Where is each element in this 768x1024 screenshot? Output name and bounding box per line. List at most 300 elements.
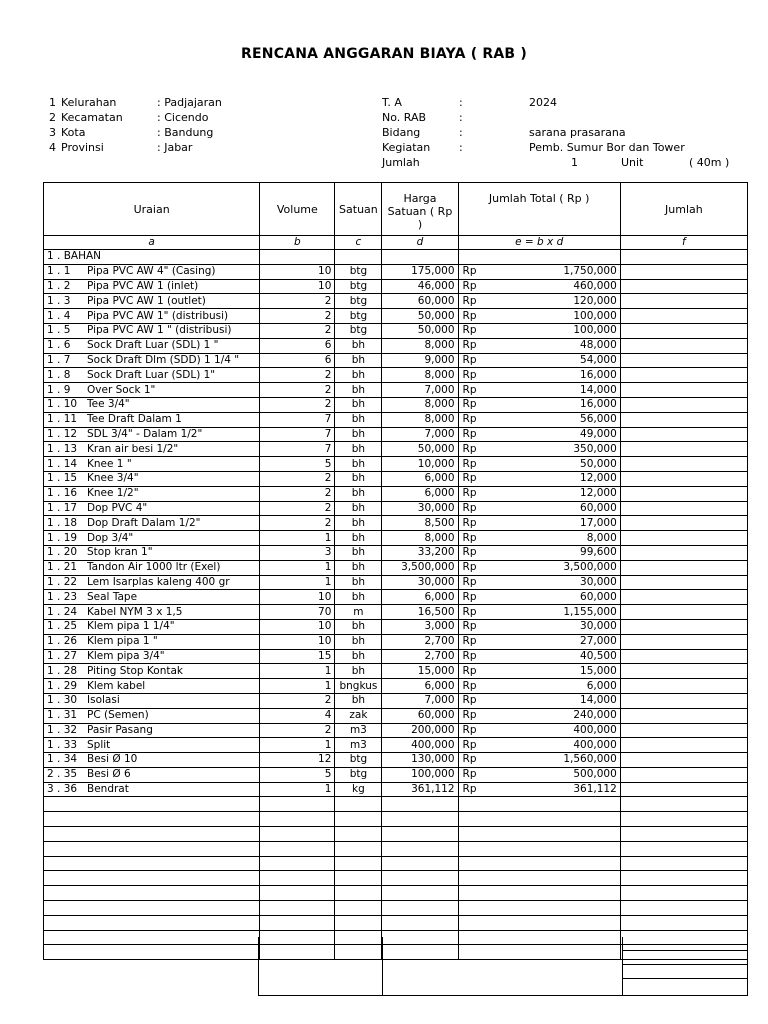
item-no: 1 . 14 — [47, 457, 78, 470]
item-currency: Rp — [458, 723, 493, 738]
item-volume: 1 — [260, 738, 335, 753]
item-total: 350,000 — [493, 442, 620, 457]
item-volume: 2 — [260, 516, 335, 531]
item-jumlah — [620, 634, 747, 649]
item-jumlah — [620, 279, 747, 294]
jumlah-note: ( 40m ) — [689, 156, 730, 169]
item-no: 1 . 28 — [47, 664, 78, 677]
item-no: 1 . 19 — [47, 531, 78, 544]
label-b: b — [260, 236, 335, 250]
item-satuan: zak — [335, 708, 382, 723]
item-no: 1 . 29 — [47, 679, 78, 692]
item-name: Pipa PVC AW 1 " (distribusi) — [87, 324, 232, 337]
item-uraian — [44, 738, 260, 753]
item-jumlah — [620, 383, 747, 398]
item-no: 1 . 26 — [47, 635, 78, 648]
item-name: Pipa PVC AW 1" (distribusi) — [87, 309, 229, 322]
item-harga: 3,500,000 — [382, 560, 458, 575]
project-info — [382, 95, 742, 170]
table-row — [44, 353, 748, 368]
item-total: 400,000 — [493, 723, 620, 738]
item-harga: 50,000 — [382, 323, 458, 338]
item-total: 60,000 — [493, 501, 620, 516]
item-harga: 46,000 — [382, 279, 458, 294]
item-uraian — [44, 338, 260, 353]
item-harga: 8,000 — [382, 412, 458, 427]
item-uraian — [44, 353, 260, 368]
item-uraian — [44, 309, 260, 324]
header-harga-satuan: Harga Satuan ( Rp ) — [382, 183, 458, 236]
item-satuan: bh — [335, 501, 382, 516]
item-harga: 7,000 — [382, 693, 458, 708]
item-name: Sock Draft Luar (SDL) 1 " — [87, 339, 219, 352]
item-harga: 400,000 — [382, 738, 458, 753]
item-name: Lem Isarplas kaleng 400 gr — [87, 575, 230, 588]
item-name: Knee 3/4" — [87, 472, 139, 485]
item-total: 49,000 — [493, 427, 620, 442]
item-satuan: bh — [335, 368, 382, 383]
item-volume: 10 — [260, 590, 335, 605]
location-value: : Padjajaran — [157, 96, 222, 109]
location-row — [49, 95, 279, 110]
empty-row — [44, 901, 748, 916]
item-uraian — [44, 708, 260, 723]
item-name: Knee 1/2" — [87, 487, 139, 500]
table-row — [44, 767, 748, 782]
item-satuan: bh — [335, 412, 382, 427]
header-jumlah-total: Jumlah Total ( Rp ) — [458, 183, 620, 236]
table-row — [44, 397, 748, 412]
item-volume: 2 — [260, 294, 335, 309]
item-volume: 12 — [260, 753, 335, 768]
item-uraian — [44, 605, 260, 620]
item-currency: Rp — [458, 664, 493, 679]
item-name: Dop PVC 4" — [87, 501, 148, 514]
table-row — [44, 738, 748, 753]
item-name: Seal Tape — [87, 590, 138, 603]
item-satuan: kg — [335, 782, 382, 797]
item-currency: Rp — [458, 619, 493, 634]
item-uraian — [44, 442, 260, 457]
section-row — [44, 250, 748, 265]
item-name: Pipa PVC AW 4" (Casing) — [87, 265, 216, 278]
summary-box-left — [258, 937, 382, 996]
item-no: 1 . 2 — [47, 279, 71, 292]
item-total: 1,750,000 — [493, 264, 620, 279]
item-volume: 10 — [260, 619, 335, 634]
item-no: 1 . 17 — [47, 501, 78, 514]
item-total: 50,000 — [493, 457, 620, 472]
empty-row — [44, 856, 748, 871]
item-satuan: m3 — [335, 738, 382, 753]
item-name: Tee 3/4" — [87, 398, 130, 411]
item-harga: 6,000 — [382, 590, 458, 605]
location-label: Kota — [61, 126, 86, 139]
item-volume: 2 — [260, 471, 335, 486]
item-name: Dop 3/4" — [87, 531, 134, 544]
item-total: 12,000 — [493, 486, 620, 501]
item-volume: 5 — [260, 457, 335, 472]
item-harga: 6,000 — [382, 679, 458, 694]
item-no: 1 . 3 — [47, 294, 71, 307]
item-volume: 15 — [260, 649, 335, 664]
item-uraian — [44, 368, 260, 383]
item-no: 1 . 10 — [47, 398, 78, 411]
item-currency: Rp — [458, 753, 493, 768]
item-jumlah — [620, 531, 747, 546]
item-satuan: btg — [335, 264, 382, 279]
location-label: Kecamatan — [61, 111, 123, 124]
item-no: 1 . 27 — [47, 649, 78, 662]
item-currency: Rp — [458, 457, 493, 472]
item-uraian — [44, 782, 260, 797]
item-satuan: bh — [335, 486, 382, 501]
item-satuan: btg — [335, 323, 382, 338]
item-jumlah — [620, 294, 747, 309]
item-jumlah — [620, 501, 747, 516]
item-harga: 9,000 — [382, 353, 458, 368]
table-row — [44, 338, 748, 353]
item-uraian — [44, 619, 260, 634]
item-no: 1 . 1 — [47, 265, 71, 278]
table-row — [44, 516, 748, 531]
item-currency: Rp — [458, 471, 493, 486]
item-harga: 6,000 — [382, 486, 458, 501]
item-satuan: btg — [335, 309, 382, 324]
item-harga: 3,000 — [382, 619, 458, 634]
item-volume: 10 — [260, 264, 335, 279]
item-satuan: bh — [335, 649, 382, 664]
item-no: 1 . 7 — [47, 353, 71, 366]
item-total: 120,000 — [493, 294, 620, 309]
item-uraian — [44, 649, 260, 664]
label-f: f — [620, 236, 747, 250]
item-jumlah — [620, 753, 747, 768]
location-value: : Bandung — [157, 126, 214, 139]
header-volume: Volume — [260, 183, 335, 236]
item-volume: 10 — [260, 279, 335, 294]
item-harga: 30,000 — [382, 501, 458, 516]
item-volume: 7 — [260, 427, 335, 442]
item-harga: 60,000 — [382, 294, 458, 309]
item-total: 99,600 — [493, 545, 620, 560]
item-harga: 130,000 — [382, 753, 458, 768]
item-total: 30,000 — [493, 575, 620, 590]
item-jumlah — [620, 323, 747, 338]
item-satuan: btg — [335, 294, 382, 309]
item-currency: Rp — [458, 649, 493, 664]
item-volume: 2 — [260, 368, 335, 383]
item-harga: 8,000 — [382, 338, 458, 353]
table-row — [44, 471, 748, 486]
item-harga: 175,000 — [382, 264, 458, 279]
summary-box-right — [622, 937, 748, 996]
item-satuan: bh — [335, 664, 382, 679]
item-currency: Rp — [458, 708, 493, 723]
empty-row — [44, 827, 748, 842]
item-volume: 1 — [260, 664, 335, 679]
item-no: 1 . 30 — [47, 694, 78, 707]
item-total: 16,000 — [493, 397, 620, 412]
location-value: : Jabar — [157, 141, 193, 154]
section-label: 1 . BAHAN — [44, 250, 260, 265]
project-value: sarana prasarana — [529, 126, 626, 139]
item-name: Klem pipa 1 " — [87, 635, 158, 648]
item-currency: Rp — [458, 738, 493, 753]
item-no: 1 . 18 — [47, 516, 78, 529]
table-row — [44, 383, 748, 398]
project-row — [382, 125, 742, 140]
item-uraian — [44, 501, 260, 516]
item-total: 8,000 — [493, 531, 620, 546]
item-satuan: btg — [335, 767, 382, 782]
item-name: Knee 1 " — [87, 457, 132, 470]
item-satuan: bh — [335, 693, 382, 708]
header-jumlah: Jumlah — [620, 183, 747, 236]
item-harga: 7,000 — [382, 427, 458, 442]
item-name: PC (Semen) — [87, 709, 149, 722]
item-currency: Rp — [458, 338, 493, 353]
item-uraian — [44, 486, 260, 501]
header-row — [44, 183, 748, 236]
item-name: Sock Draft Luar (SDL) 1" — [87, 368, 216, 381]
item-no: 1 . 11 — [47, 413, 78, 426]
item-currency: Rp — [458, 323, 493, 338]
item-jumlah — [620, 516, 747, 531]
item-jumlah — [620, 442, 747, 457]
item-volume: 6 — [260, 353, 335, 368]
item-total: 400,000 — [493, 738, 620, 753]
item-uraian — [44, 397, 260, 412]
location-no: 2 — [49, 111, 56, 124]
project-row — [382, 110, 742, 125]
item-uraian — [44, 545, 260, 560]
jumlah-unit: Unit — [621, 156, 644, 169]
item-satuan: m3 — [335, 723, 382, 738]
project-colon: : — [459, 96, 463, 109]
item-currency: Rp — [458, 782, 493, 797]
table-row — [44, 649, 748, 664]
location-no: 1 — [49, 96, 56, 109]
item-currency: Rp — [458, 412, 493, 427]
item-currency: Rp — [458, 767, 493, 782]
empty-row — [44, 797, 748, 812]
item-name: Klem pipa 1 1/4" — [87, 620, 175, 633]
item-volume: 2 — [260, 383, 335, 398]
item-currency: Rp — [458, 679, 493, 694]
item-no: 1 . 20 — [47, 546, 78, 559]
table-row — [44, 634, 748, 649]
item-total: 54,000 — [493, 353, 620, 368]
item-total: 460,000 — [493, 279, 620, 294]
item-harga: 100,000 — [382, 767, 458, 782]
table-row — [44, 782, 748, 797]
item-harga: 2,700 — [382, 649, 458, 664]
empty-row — [44, 841, 748, 856]
item-harga: 8,500 — [382, 516, 458, 531]
item-uraian — [44, 412, 260, 427]
table-row — [44, 619, 748, 634]
table-row — [44, 457, 748, 472]
item-no: 1 . 31 — [47, 709, 78, 722]
item-jumlah — [620, 471, 747, 486]
item-currency: Rp — [458, 560, 493, 575]
table-row — [44, 575, 748, 590]
item-harga: 8,000 — [382, 368, 458, 383]
item-no: 1 . 24 — [47, 605, 78, 618]
item-total: 30,000 — [493, 619, 620, 634]
table-row — [44, 264, 748, 279]
item-jumlah — [620, 545, 747, 560]
item-jumlah — [620, 368, 747, 383]
item-satuan: bh — [335, 590, 382, 605]
item-volume: 1 — [260, 679, 335, 694]
item-name: Split — [87, 738, 111, 751]
table-row — [44, 279, 748, 294]
item-uraian — [44, 279, 260, 294]
item-total: 48,000 — [493, 338, 620, 353]
item-jumlah — [620, 575, 747, 590]
jumlah-line — [382, 155, 742, 170]
item-no: 2 . 35 — [47, 768, 78, 781]
item-name: Isolasi — [87, 694, 120, 707]
item-satuan: btg — [335, 753, 382, 768]
item-currency: Rp — [458, 279, 493, 294]
item-jumlah — [620, 397, 747, 412]
item-satuan: btg — [335, 279, 382, 294]
item-currency: Rp — [458, 501, 493, 516]
item-currency: Rp — [458, 383, 493, 398]
item-harga: 8,000 — [382, 397, 458, 412]
item-satuan: bh — [335, 516, 382, 531]
item-no: 1 . 25 — [47, 620, 78, 633]
item-name: Pipa PVC AW 1 (inlet) — [87, 279, 199, 292]
project-label: Kegiatan — [382, 141, 431, 154]
item-name: Tandon Air 1000 ltr (Exel) — [87, 561, 221, 574]
project-label: No. RAB — [382, 111, 427, 124]
item-uraian — [44, 471, 260, 486]
location-row — [49, 110, 279, 125]
item-total: 14,000 — [493, 693, 620, 708]
item-currency: Rp — [458, 693, 493, 708]
item-harga: 30,000 — [382, 575, 458, 590]
item-uraian — [44, 664, 260, 679]
item-jumlah — [620, 338, 747, 353]
item-uraian — [44, 516, 260, 531]
item-uraian — [44, 457, 260, 472]
item-harga: 7,000 — [382, 383, 458, 398]
rab-table — [43, 182, 748, 960]
item-volume: 2 — [260, 693, 335, 708]
item-total: 40,500 — [493, 649, 620, 664]
item-uraian — [44, 264, 260, 279]
item-satuan: bh — [335, 442, 382, 457]
item-total: 27,000 — [493, 634, 620, 649]
project-value: Pemb. Sumur Bor dan Tower — [529, 141, 685, 154]
item-total: 15,000 — [493, 664, 620, 679]
item-harga: 8,000 — [382, 531, 458, 546]
item-volume: 2 — [260, 323, 335, 338]
project-row — [382, 140, 742, 155]
item-name: Kran air besi 1/2" — [87, 442, 179, 455]
item-jumlah — [620, 590, 747, 605]
item-satuan: bh — [335, 575, 382, 590]
item-no: 3 . 36 — [47, 783, 78, 796]
item-satuan: bh — [335, 338, 382, 353]
item-satuan: bh — [335, 560, 382, 575]
item-total: 14,000 — [493, 383, 620, 398]
item-no: 1 . 15 — [47, 472, 78, 485]
item-jumlah — [620, 457, 747, 472]
item-currency: Rp — [458, 516, 493, 531]
item-total: 17,000 — [493, 516, 620, 531]
item-volume: 2 — [260, 486, 335, 501]
item-jumlah — [620, 309, 747, 324]
item-uraian — [44, 767, 260, 782]
item-no: 1 . 9 — [47, 383, 71, 396]
item-no: 1 . 23 — [47, 590, 78, 603]
empty-row — [44, 812, 748, 827]
item-volume: 2 — [260, 501, 335, 516]
empty-row — [44, 915, 748, 930]
item-total: 1,155,000 — [493, 605, 620, 620]
item-satuan: bh — [335, 634, 382, 649]
item-volume: 1 — [260, 560, 335, 575]
item-total: 60,000 — [493, 590, 620, 605]
item-uraian — [44, 383, 260, 398]
column-label-row — [44, 236, 748, 250]
item-harga: 2,700 — [382, 634, 458, 649]
item-jumlah — [620, 693, 747, 708]
table-row — [44, 693, 748, 708]
item-volume: 70 — [260, 605, 335, 620]
item-no: 1 . 8 — [47, 368, 71, 381]
label-c: c — [335, 236, 382, 250]
item-currency: Rp — [458, 442, 493, 457]
item-no: 1 . 16 — [47, 487, 78, 500]
item-name: Klem pipa 3/4" — [87, 649, 165, 662]
item-no: 1 . 13 — [47, 442, 78, 455]
item-name: Over Sock 1" — [87, 383, 156, 396]
item-name: Stop kran 1" — [87, 546, 153, 559]
location-no: 3 — [49, 126, 56, 139]
item-satuan: bh — [335, 397, 382, 412]
table-row — [44, 545, 748, 560]
item-currency: Rp — [458, 605, 493, 620]
item-uraian — [44, 679, 260, 694]
header-uraian: Uraian — [44, 183, 260, 236]
project-label: T. A — [382, 96, 402, 109]
item-harga: 33,200 — [382, 545, 458, 560]
item-uraian — [44, 323, 260, 338]
label-d: d — [382, 236, 458, 250]
item-name: Sock Draft Dlm (SDD) 1 1/4 " — [87, 353, 240, 366]
item-no: 1 . 6 — [47, 339, 71, 352]
item-satuan: bh — [335, 531, 382, 546]
project-label: Bidang — [382, 126, 421, 139]
item-uraian — [44, 294, 260, 309]
item-volume: 10 — [260, 634, 335, 649]
item-jumlah — [620, 264, 747, 279]
item-uraian — [44, 560, 260, 575]
item-currency: Rp — [458, 353, 493, 368]
item-name: Tee Draft Dalam 1 — [87, 413, 182, 426]
item-name: SDL 3/4" - Dalam 1/2" — [87, 427, 203, 440]
item-jumlah — [620, 560, 747, 575]
item-harga: 15,000 — [382, 664, 458, 679]
item-uraian — [44, 723, 260, 738]
item-currency: Rp — [458, 294, 493, 309]
